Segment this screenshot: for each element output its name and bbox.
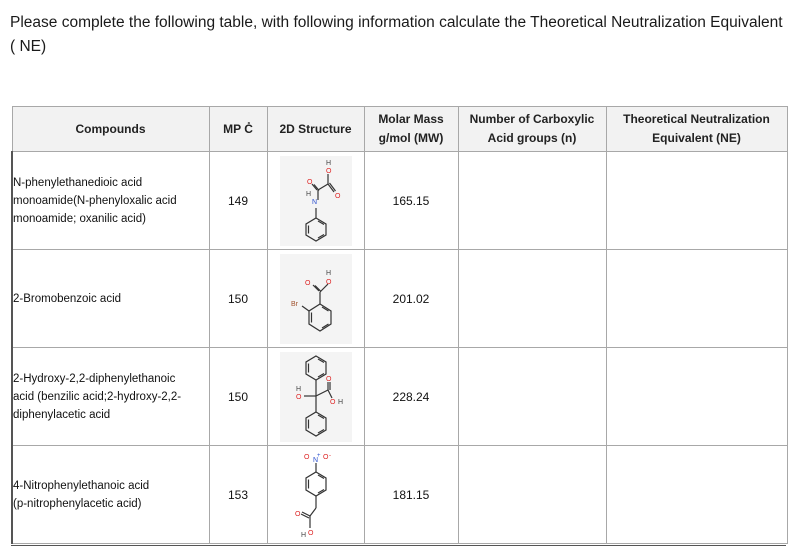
header-molar-mass: Molar Mass g/mol (MW)	[364, 107, 458, 152]
molar-mass-cell: 181.15	[364, 446, 458, 544]
header-compounds: Compounds	[12, 107, 209, 152]
4-nitrophenylacetic-acid-structure-image	[280, 450, 352, 540]
table-bottom-border	[11, 545, 786, 546]
table-row	[12, 152, 787, 250]
atom-label-o: O	[325, 375, 331, 383]
atom-label-n: N	[311, 198, 317, 206]
neutralization-equivalent-cell[interactable]	[606, 348, 787, 446]
neutralization-equivalent-cell[interactable]	[606, 446, 787, 544]
mp-cell: 149	[209, 152, 267, 250]
benzilic-acid-structure-image	[280, 352, 352, 442]
atom-label-o: O	[334, 192, 340, 200]
carboxylic-groups-cell[interactable]	[458, 446, 606, 544]
instructions-text: Please complete the following table, with following information calculate the Theoretical Neutralization Equivalent ( NE)	[10, 14, 783, 55]
atom-label-o: O	[325, 278, 331, 286]
atom-label-o: O	[304, 279, 310, 287]
compound-name-cell: 4-Nitrophenylethanoic acid (p-nitrophenylacetic acid)	[12, 446, 209, 544]
mp-cell: 150	[209, 348, 267, 446]
2-bromobenzoic-acid-structure-image	[280, 254, 352, 344]
table-row	[12, 348, 787, 446]
structure-cell	[267, 348, 364, 446]
neutralization-equivalent-cell[interactable]	[606, 152, 787, 250]
compound-name-cell: 2-Bromobenzoic acid	[12, 250, 209, 348]
molar-mass-cell: 228.24	[364, 348, 458, 446]
atom-label-o: O	[322, 453, 328, 461]
molar-mass-cell: 165.15	[364, 152, 458, 250]
compounds-table	[11, 106, 788, 544]
atom-charge-plus: +	[316, 452, 321, 459]
atom-label-h: H	[295, 385, 301, 393]
4-nitrophenylacetic-acid-structure-drawing	[280, 450, 352, 540]
molar-mass-cell: 201.02	[364, 250, 458, 348]
atom-label-h: H	[305, 190, 311, 198]
atom-label-n: N	[312, 456, 318, 464]
atom-label-br: Br	[290, 300, 298, 308]
carboxylic-groups-cell[interactable]	[458, 250, 606, 348]
mp-cell: 153	[209, 446, 267, 544]
oxanilic-acid-structure-drawing	[280, 156, 352, 246]
header-carboxylic-groups: Number of Carboxylic Acid groups (n)	[458, 107, 606, 152]
atom-charge-minus: -	[328, 452, 331, 459]
atom-label-o: O	[294, 510, 300, 518]
table-row	[12, 250, 787, 348]
2-bromobenzoic-acid-structure-drawing	[280, 254, 352, 344]
structure-cell	[267, 250, 364, 348]
atom-label-o: O	[325, 167, 331, 175]
atom-label-o: O	[295, 393, 301, 401]
structure-cell	[267, 152, 364, 250]
atom-label-h: H	[325, 159, 331, 167]
compound-name-cell: 2-Hydroxy-2,2-diphenylethanoic acid (benzilic acid;2-hydroxy-2,2- diphenylacetic acid	[12, 348, 209, 446]
atom-label-o: O	[303, 453, 309, 461]
table-header-row	[12, 107, 787, 152]
atom-label-o: O	[329, 398, 335, 406]
atom-label-h: H	[325, 269, 331, 277]
atom-label-h: H	[300, 531, 306, 539]
header-mp: MP C̊	[209, 107, 267, 152]
header-2d-structure: 2D Structure	[267, 107, 364, 152]
mp-cell: 150	[209, 250, 267, 348]
benzilic-acid-structure-drawing	[280, 352, 352, 442]
compound-name-cell: N-phenylethanedioic acid monoamide(N-phenyloxalic acid monoamide; oxanilic acid)	[12, 152, 209, 250]
neutralization-equivalent-cell[interactable]	[606, 250, 787, 348]
table-row	[12, 446, 787, 544]
header-neutralization-equivalent: Theoretical Neutralization Equivalent (NE)	[606, 107, 787, 152]
atom-label-o: O	[307, 529, 313, 537]
carboxylic-groups-cell[interactable]	[458, 348, 606, 446]
oxanilic-acid-structure-image	[280, 156, 352, 246]
atom-label-o: O	[306, 178, 312, 186]
atom-label-h: H	[337, 398, 343, 406]
structure-cell	[267, 446, 364, 544]
carboxylic-groups-cell[interactable]	[458, 152, 606, 250]
